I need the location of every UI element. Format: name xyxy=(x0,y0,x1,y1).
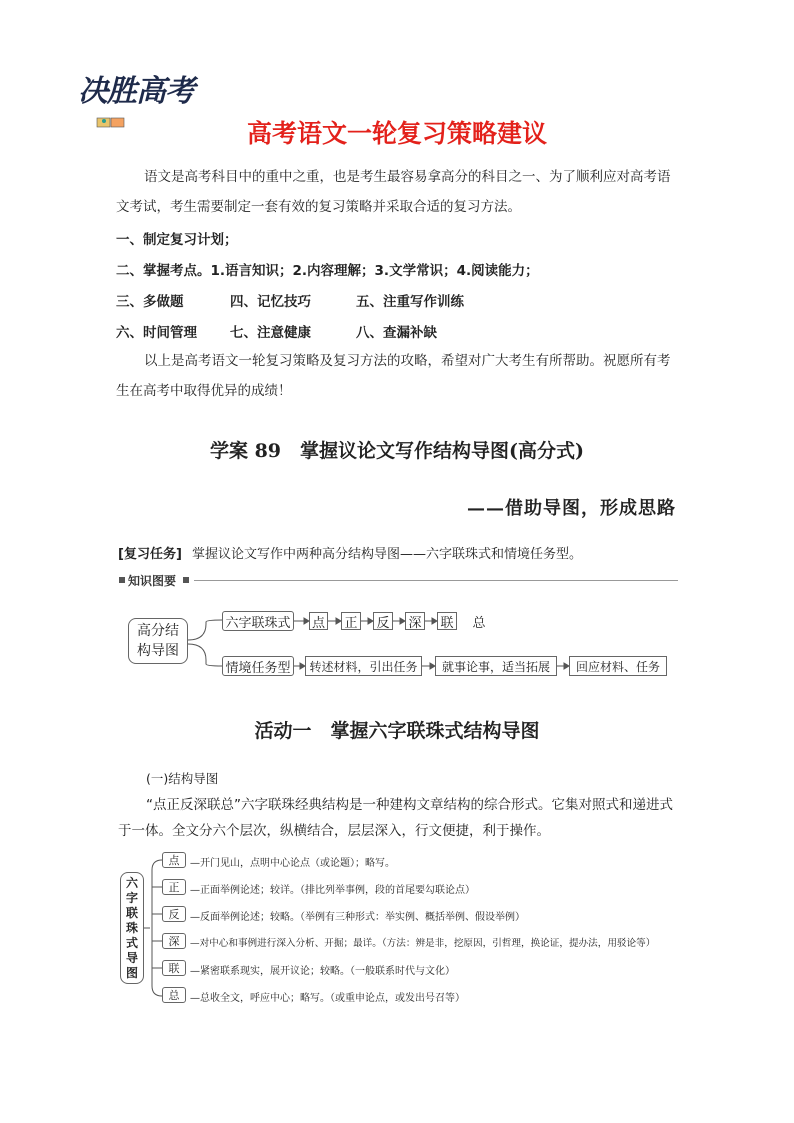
map1-step-2: 就事论事，适当拓展 xyxy=(435,656,557,676)
item-8: 八、查漏补缺 xyxy=(356,325,437,341)
map2-root: 六字联珠式导图 xyxy=(120,872,144,984)
item-row-3 xyxy=(116,290,536,310)
map1-item-3: 反 xyxy=(373,612,393,630)
map2-key-3: 反 xyxy=(162,906,186,922)
map2-desc-4: —对中心和事例进行深入分析、开掘；最详。（方法：辨是非，挖原因，引哲理，换论证，提办法，用驳论等） xyxy=(190,938,656,949)
map1-connectors xyxy=(118,600,678,690)
item-3: 三、多做题 xyxy=(116,294,184,310)
review-task xyxy=(118,543,582,562)
map2-desc-5: —紧密联系现实，展开议论；较略。（一般联系时代与文化） xyxy=(190,966,455,977)
map2-desc-6: —总收全文，呼应中心；略写。（或重申论点，或发出号召等） xyxy=(190,993,465,1004)
map2-desc-1: —开门见山，点明中心论点（或论题）；略写。 xyxy=(190,858,395,869)
item-6: 六、时间管理 xyxy=(116,325,197,341)
map2-key-1: 点 xyxy=(162,852,186,868)
map1-branch-six-chain: 六字联珠式 xyxy=(222,611,294,631)
task-label: [复习任务] xyxy=(118,547,182,562)
item-7: 七、注意健康 xyxy=(230,325,311,341)
page-title: 高考语文一轮复习策略建议 xyxy=(246,119,547,148)
map1-item-5: 联 xyxy=(437,612,457,630)
knowledge-header xyxy=(118,572,678,592)
task-text: 掌握议论文写作中两种高分结构导图——六字联珠式和情境任务型。 xyxy=(192,547,583,562)
map1-item-2: 正 xyxy=(341,612,361,630)
map2-desc-2: —正面举例论述；较详。（排比列举事例，段的首尾要勾联论点） xyxy=(190,885,475,896)
closing-paragraph: 以上是高考语文一轮复习策略及复习方法的攻略，希望对广大考生有所帮助。祝愿所有考生在高考中取得优异的成绩！ xyxy=(116,353,671,399)
structure-map-1 xyxy=(118,600,678,690)
structure-map-2 xyxy=(118,850,678,1005)
lesson-subtitle: ——借助导图，形成思路 xyxy=(467,498,676,519)
square-bullet-icon xyxy=(182,576,190,584)
map1-item-4: 深 xyxy=(405,612,425,630)
map1-step-3: 回应材料、任务 xyxy=(569,656,667,676)
map1-root: 高分结构导图 xyxy=(128,618,188,664)
map2-key-4: 深 xyxy=(162,933,186,949)
item-1: 一、制定复习计划； xyxy=(116,232,238,248)
item-2: 二、掌握考点。1.语言知识；2.内容理解；3.文学常识；4.阅读能力； xyxy=(116,263,539,279)
item-5: 五、注重写作训练 xyxy=(356,294,464,310)
lesson-title: 学案 89 掌握议论文写作结构导图(高分式) xyxy=(209,440,585,462)
divider xyxy=(194,580,678,581)
section-text: “点正反深联总”六字联珠经典结构是一种建构文章结构的综合形式。它集对照式和递进式于一体。全文分六个层次，纵横结合，层层深入，行文便捷，利于操作。 xyxy=(118,797,673,839)
knowledge-label: 知识图要 xyxy=(128,574,177,588)
map2-desc-3: —反面举例论述；较略。（举例有三种形式：举实例、概括举例、假设举例） xyxy=(190,912,525,923)
activity-title: 活动一 掌握六字联珠式结构导图 xyxy=(254,720,540,742)
map2-key-6: 总 xyxy=(162,987,186,1003)
map1-branch-situation: 情境任务型 xyxy=(222,656,294,676)
map2-key-2: 正 xyxy=(162,879,186,895)
item-row-4 xyxy=(116,321,536,341)
intro-paragraph: 语文是高考科目中的重中之重，也是考生最容易拿高分的科目之一、为了顺利应对高考语文考试，考生需要制定一套有效的复习策略并采取合适的复习方法。 xyxy=(116,169,671,215)
map1-step-1: 转述材料，引出任务 xyxy=(305,656,422,676)
map1-item-1: 点 xyxy=(309,612,328,630)
item-4: 四、记忆技巧 xyxy=(230,294,311,310)
map2-key-5: 联 xyxy=(162,960,186,976)
section-label: (一)结构导图 xyxy=(146,771,219,786)
square-bullet-icon xyxy=(118,576,126,584)
map1-item-6: 总 xyxy=(469,612,489,630)
logo: 决胜高考 xyxy=(78,74,194,109)
